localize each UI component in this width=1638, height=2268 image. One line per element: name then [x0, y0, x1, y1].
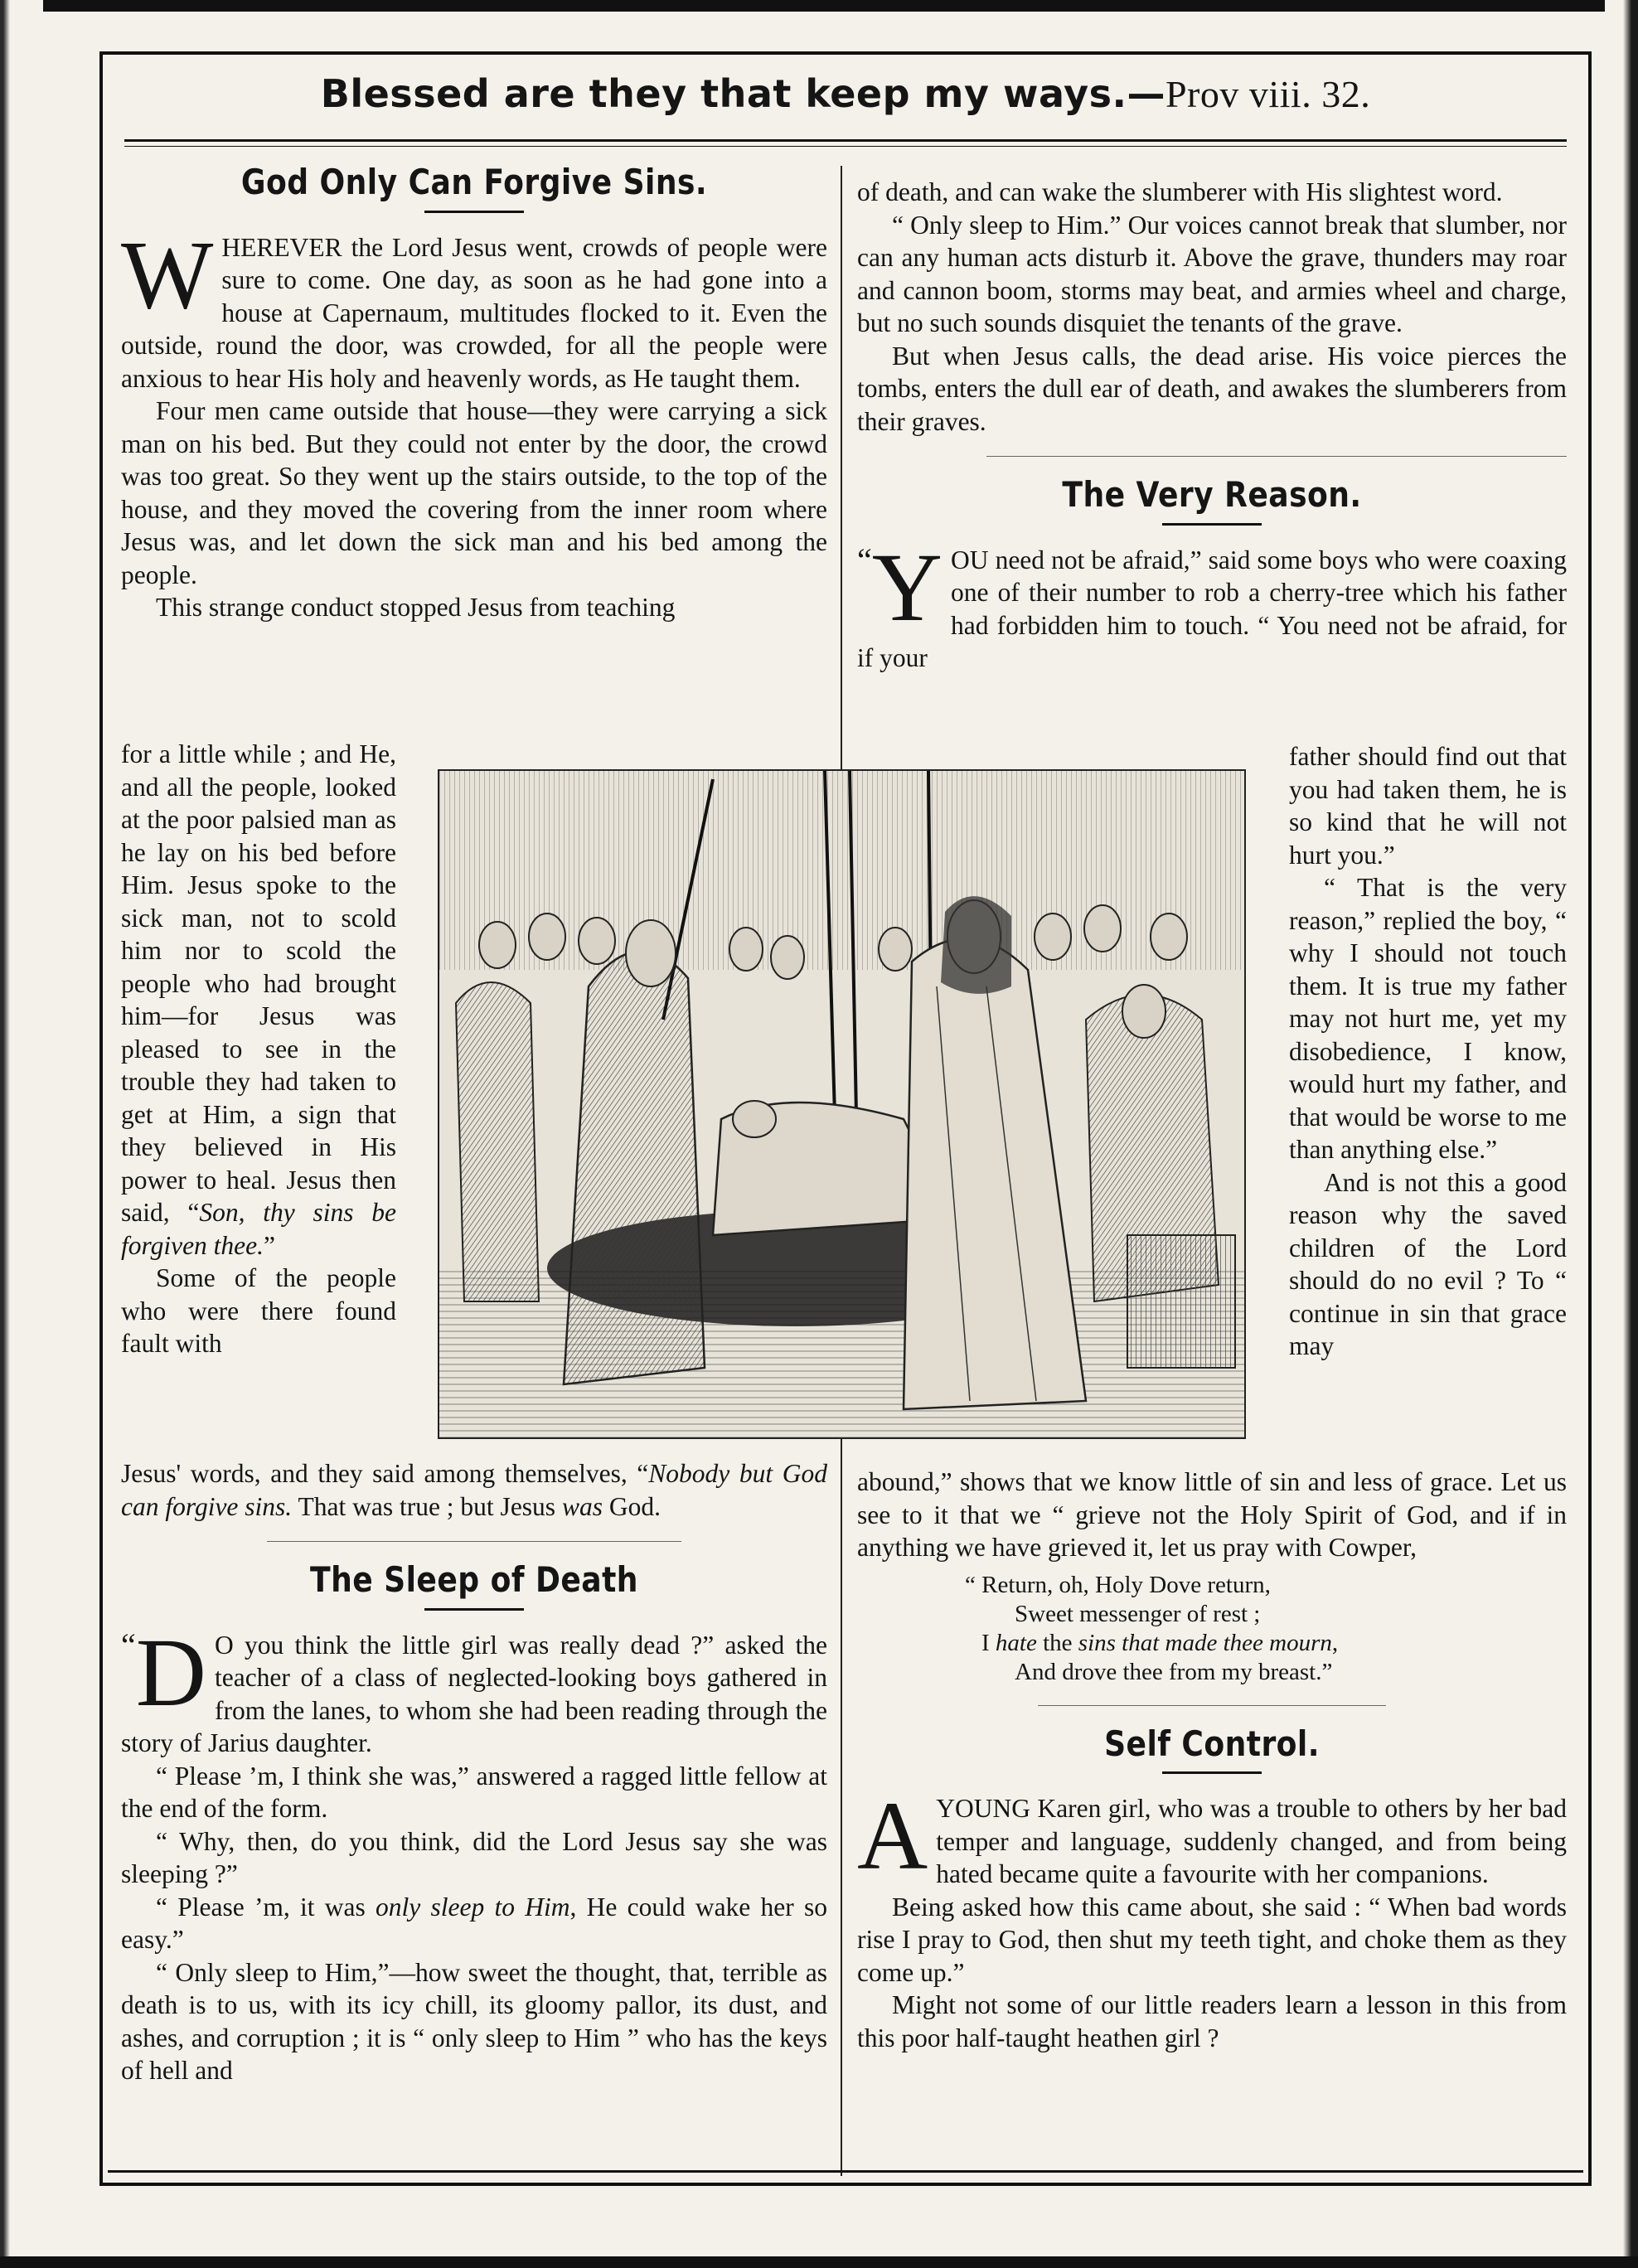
verse-line-2: Sweet messenger of rest ;: [1015, 1600, 1261, 1627]
header-rule-bottom: [124, 146, 1567, 147]
scan-right-edge: [1605, 0, 1638, 2268]
article-separator: [986, 456, 1567, 457]
verse-line-4: And drove thee from my breast.”: [1015, 1658, 1333, 1685]
article4-paragraph-1: AYOUNG Karen girl, who was a trouble to others by her bad temper and language, suddenly changed, and from being hated became quite a favourite with her companions.: [857, 1781, 1567, 1890]
scan-top-edge: [0, 0, 1638, 12]
title-underline: [1162, 523, 1262, 526]
article1-paragraph-4-end: Jesus' words, and they said among themselves, “Nobody but God can forgive sins. That was true ; but Jesus was God.: [121, 1459, 827, 1521]
article-title-self-control: Self Control.: [1104, 1723, 1320, 1764]
right-column-upper: [857, 176, 1567, 675]
article1-paragraph-4-wrap: Some of the people who were there found fault with: [121, 1263, 396, 1358]
scan-bottom-edge: [0, 2256, 1638, 2268]
article3-paragraph-2: “ That is the very reason,” replied the boy, “ why I should not touch them. It is true my father may not hurt me, yet my disobedience, I know, would hurt my father, and that would be worse to me than anything else.”: [1289, 873, 1567, 1164]
article3-paragraph-3-wrap: And is not this a good reason why the saved children of the Lord should do no evil ? To “ continue in sin that grace may: [1289, 1167, 1567, 1360]
dropcap-w: W: [121, 220, 214, 329]
article3-paragraph-1-wrap: father should find out that you had taken them, he is so kind that he will not hurt you.”: [1289, 742, 1567, 870]
article1-paragraph-3-start: This strange conduct stopped Jesus from teaching: [156, 593, 676, 622]
header-motto: Blessed are they that keep my ways.—: [320, 71, 1166, 116]
right-column-lower: [857, 1466, 1567, 2054]
dropcap-d: D: [135, 1617, 206, 1727]
header-reference: Prov viii. 32.: [1165, 73, 1371, 115]
article-title-sleep-of-death: The Sleep of Death: [310, 1559, 638, 1600]
article-title-god-only-can-forgive-sins: God Only Can Forgive Sins.: [240, 162, 708, 202]
article3-paragraph-3-end: abound,” shows that we know little of sin and less of grace. Let us see to it that we “ grieve not the Holy Spirit of God, and if in anything we have grieved it, let us pray with Cowper,: [857, 1467, 1567, 1562]
scan-left-edge: [0, 0, 43, 2268]
article-title-very-reason: The Very Reason.: [1062, 474, 1362, 515]
page-header: [99, 71, 1592, 116]
article1-paragraph-1: WHEREVER the Lord Jesus went, crowds of people were sure to come. One day, as soon as he had gone into a house at Capernaum, multitudes flocked to it. Even the outside, round the door, was crowded, for all the people were anxious to hear His holy and heavenly words, as He taught them.: [121, 220, 827, 393]
article-separator: [1038, 1705, 1386, 1706]
nobody-but-god-quote: Nobody but God can forgive sins.: [121, 1459, 827, 1521]
right-wrap-text: [1289, 740, 1567, 1363]
engraving-healing-of-paralytic: [438, 769, 1246, 1439]
article2-paragraph-5: “ Only sleep to Him,”—how sweet the thought, that, terrible as death is to us, with its icy chill, its gloomy pallor, its dust, and ashes, and corruption ; it is “ only sleep to Him ” who has the keys of hell and: [121, 1957, 827, 2085]
verse-line-3: I hate the sins that made thee mourn,: [981, 1629, 1339, 1656]
left-wrap-text: [121, 738, 396, 1360]
left-column-lower: [121, 1457, 827, 2087]
title-underline: [424, 211, 524, 213]
forgiveness-quote: Son, thy sins be forgiven thee.: [121, 1198, 396, 1260]
engraving-image: [439, 771, 1246, 1439]
article2-paragraph-1: “ D O you think the little girl was really dead ?” asked the teacher of a class of neglected-looking boys gathered in from the lanes, to whom she had been reading through the story of Jarius daughter.: [121, 1617, 827, 1757]
verse-line-1: “ Return, oh, Holy Dove return,: [965, 1571, 1271, 1598]
dropcap-y: Y: [871, 532, 943, 642]
header-rule-top: [124, 139, 1567, 142]
article1-paragraph-2: Four men came outside that house—they were carrying a sick man on his bed. But they could not enter by the door, the crowd was too great. So they went up the stairs outside, to the top of the house, and they moved the covering from the inner room where Jesus was, and let down the sick man and his bed among the people.: [121, 396, 827, 589]
article4-paragraph-2: Being asked how this came about, she said : “ When bad words rise I pray to God, then shut my teeth tight, and choke them as they come up.”: [857, 1892, 1567, 1987]
article-separator: [267, 1541, 681, 1542]
article2-paragraph-8: But when Jesus calls, the dead arise. His voice pierces the tombs, enters the dull ear of death, and awakes the slumberers from their graves.: [857, 341, 1567, 436]
article2-paragraph-3: “ Why, then, do you think, did the Lord Jesus say she was sleeping ?”: [121, 1826, 827, 1888]
page-bottom-rule: [108, 2170, 1583, 2173]
article1-paragraph-3-wrap: for a little while ; and He, and all the people, looked at the poor palsied man as he lay on his bed before Him. Jesus spoke to the sick man, not to scold him nor to scold the people who had brought him—for Jesus was pleased to see in the trouble they had taken to get at Him, a sign that they believed in His power to heal. Jesus then said, “Son, thy sins be forgiven thee.”: [121, 739, 396, 1260]
cowper-verse: [857, 1571, 1567, 1687]
dropcap-a: A: [857, 1781, 928, 1890]
article2-paragraph-2: “ Please ’m, I think she was,” answered a ragged little fellow at the end of the form.: [121, 1761, 827, 1823]
article2-paragraph-7: “ Only sleep to Him.” Our voices cannot break that slumber, nor can any human acts disturb it. Above the grave, thunders may roar and cannon boom, storms may beat, and armies wheel and charge, but no such sounds disquiet the tenants of the grave.: [857, 210, 1567, 337]
article3-paragraph-1: “ Y OU need not be afraid,” said some boys who were coaxing one of their number to rob a cherry-tree which his father had forbidden him to touch. “ You need not be afraid, for if your: [857, 532, 1567, 672]
article2-paragraph-6: of death, and can wake the slumberer with His slightest word.: [857, 177, 1503, 206]
article4-paragraph-3: Might not some of our little readers learn a lesson in this from this poor half-taught heathen girl ?: [857, 1990, 1567, 2052]
article2-paragraph-4: “ Please ’m, it was only sleep to Him, He could wake her so easy.”: [121, 1892, 828, 1954]
title-underline: [424, 1608, 524, 1611]
title-underline: [1162, 1771, 1262, 1774]
left-column-upper: [121, 162, 827, 624]
